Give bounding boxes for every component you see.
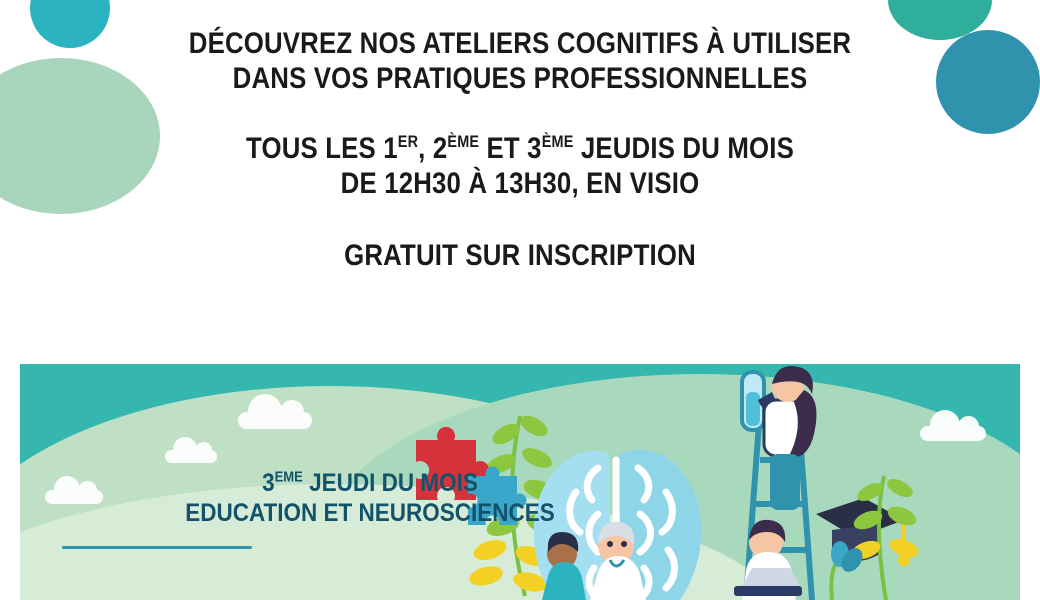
schedule-line-2: DE 12H30 À 13H30, EN VISIO	[340, 167, 700, 201]
banner-caption	[160, 468, 580, 528]
price-line: GRATUIT SUR INSCRIPTION	[344, 238, 696, 272]
banner-caption-number: 3	[262, 469, 275, 497]
schedule-text-b: , 2	[418, 131, 448, 165]
illustration-band	[20, 364, 1020, 600]
headline-line-1: DÉCOUVREZ NOS ATELIERS COGNITIFS À UTILISER	[188, 27, 852, 60]
headline-line-2: DANS VOS PRATIQUES PROFESSIONNELLES	[232, 62, 808, 96]
schedule-text-c: ET 3	[479, 131, 542, 165]
banner-caption-sup: EME	[274, 469, 303, 486]
banner-caption-line-2: EDUCATION ET NEUROSCIENCES	[185, 499, 555, 527]
caption-underline	[62, 546, 252, 549]
banner-caption-line-1	[181, 468, 559, 498]
schedule-sup-2: ÈME	[447, 131, 480, 151]
leaf-branch-icon-right	[879, 476, 886, 600]
schedule-sup-1: ER	[397, 131, 419, 151]
banner-caption-rest: JEUDI DU MOIS	[302, 469, 478, 497]
schedule-sup-3: ÈME	[541, 131, 574, 151]
schedule-text-a: TOUS LES 1	[245, 131, 398, 165]
schedule-line-1	[73, 131, 967, 166]
schedule-text-d: JEUDIS DU MOIS	[573, 131, 794, 165]
person-with-laptop-figure	[734, 520, 802, 600]
headline-block	[0, 26, 1040, 273]
